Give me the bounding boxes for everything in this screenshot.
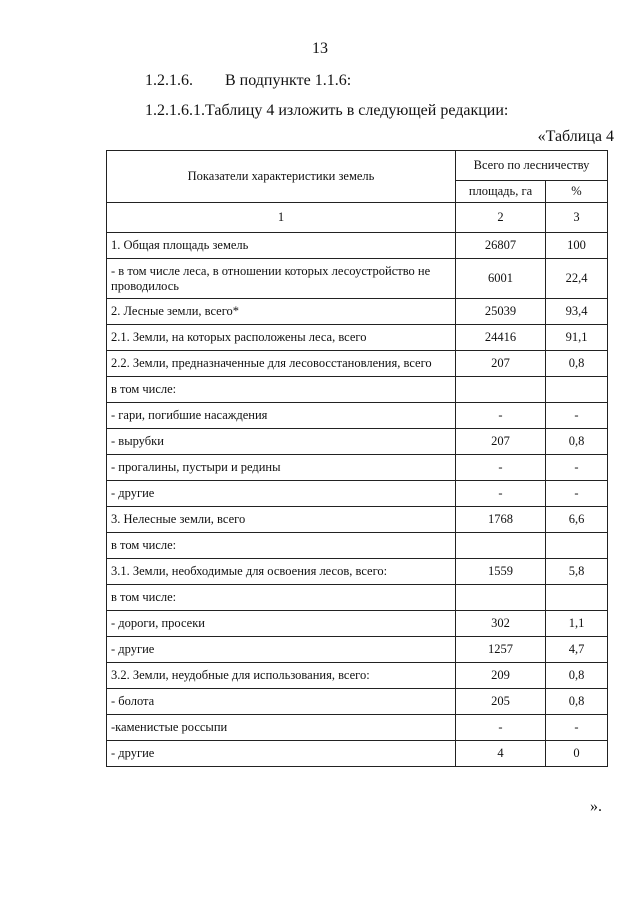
row-area: 24416 <box>456 325 546 351</box>
table-caption: «Таблица 4 <box>537 128 614 145</box>
row-label: 2.2. Земли, предназначенные для лесовосстановления, всего <box>107 351 456 377</box>
table-row <box>107 585 608 611</box>
row-area <box>456 585 546 611</box>
table-row <box>107 233 608 259</box>
column-number: 1 <box>107 203 456 233</box>
row-area: 302 <box>456 611 546 637</box>
row-area <box>456 533 546 559</box>
row-pct <box>546 533 608 559</box>
table-row <box>107 533 608 559</box>
table-row <box>107 377 608 403</box>
table-row <box>107 637 608 663</box>
row-area: 1257 <box>456 637 546 663</box>
row-label: - в том числе леса, в отношении которых лесоустройство не проводилось <box>107 259 456 299</box>
header-area: площадь, га <box>456 181 546 203</box>
row-area: 25039 <box>456 299 546 325</box>
row-pct: - <box>546 481 608 507</box>
column-number: 2 <box>456 203 546 233</box>
table-row <box>107 455 608 481</box>
row-area: 1559 <box>456 559 546 585</box>
paragraph-text: В подпункте 1.1.6: <box>225 72 352 89</box>
row-pct: 0,8 <box>546 663 608 689</box>
paragraph-1-2-1-6-1: 1.2.1.6.1.Таблицу 4 изложить в следующей редакции: <box>145 102 509 119</box>
row-label: 1. Общая площадь земель <box>107 233 456 259</box>
row-pct: 0 <box>546 741 608 767</box>
table-header-row <box>107 151 608 181</box>
row-area: 1768 <box>456 507 546 533</box>
row-area: 207 <box>456 351 546 377</box>
table-row <box>107 429 608 455</box>
row-area: 26807 <box>456 233 546 259</box>
row-label: -каменистые россыпи <box>107 715 456 741</box>
row-pct: - <box>546 403 608 429</box>
header-pct: % <box>546 181 608 203</box>
row-area: 6001 <box>456 259 546 299</box>
row-label: - прогалины, пустыри и редины <box>107 455 456 481</box>
table-row <box>107 559 608 585</box>
row-label: - дороги, просеки <box>107 611 456 637</box>
page-number: 13 <box>312 40 328 57</box>
row-label: 2. Лесные земли, всего* <box>107 299 456 325</box>
row-label: - гари, погибшие насаждения <box>107 403 456 429</box>
row-area: 4 <box>456 741 546 767</box>
table-row <box>107 507 608 533</box>
row-pct: 5,8 <box>546 559 608 585</box>
row-pct <box>546 585 608 611</box>
row-pct: 0,8 <box>546 429 608 455</box>
row-pct: - <box>546 455 608 481</box>
table-row <box>107 403 608 429</box>
column-number: 3 <box>546 203 608 233</box>
table-row <box>107 259 608 299</box>
row-pct: 0,8 <box>546 689 608 715</box>
paragraph-number: 1.2.1.6. <box>145 72 193 89</box>
table-row <box>107 351 608 377</box>
row-area <box>456 377 546 403</box>
column-numbers-row <box>107 203 608 233</box>
row-label: 3. Нелесные земли, всего <box>107 507 456 533</box>
table-row <box>107 715 608 741</box>
table-row <box>107 663 608 689</box>
row-pct: - <box>546 715 608 741</box>
row-label: в том числе: <box>107 377 456 403</box>
table-row <box>107 325 608 351</box>
row-label: - другие <box>107 637 456 663</box>
row-label: 3.1. Земли, необходимые для освоения лесов, всего: <box>107 559 456 585</box>
row-area: 207 <box>456 429 546 455</box>
row-area: - <box>456 455 546 481</box>
row-label: в том числе: <box>107 585 456 611</box>
row-area: 209 <box>456 663 546 689</box>
row-area: - <box>456 481 546 507</box>
row-pct: 93,4 <box>546 299 608 325</box>
row-pct: 1,1 <box>546 611 608 637</box>
row-pct: 91,1 <box>546 325 608 351</box>
row-label: - вырубки <box>107 429 456 455</box>
row-area: - <box>456 403 546 429</box>
row-area: - <box>456 715 546 741</box>
header-indicator: Показатели характеристики земель <box>107 151 456 203</box>
closing-quote: ». <box>590 798 602 815</box>
table-row <box>107 611 608 637</box>
row-label: 3.2. Земли, неудобные для использования, всего: <box>107 663 456 689</box>
row-pct: 6,6 <box>546 507 608 533</box>
row-pct <box>546 377 608 403</box>
row-label: в том числе: <box>107 533 456 559</box>
row-pct: 100 <box>546 233 608 259</box>
row-label: 2.1. Земли, на которых расположены леса, всего <box>107 325 456 351</box>
land-characteristics-table <box>106 150 608 767</box>
table-row <box>107 299 608 325</box>
row-area: 205 <box>456 689 546 715</box>
header-group: Всего по лесничеству <box>456 151 608 181</box>
row-label: - другие <box>107 741 456 767</box>
paragraph-1-2-1-6 <box>145 72 351 90</box>
table-row <box>107 689 608 715</box>
row-label: - болота <box>107 689 456 715</box>
row-label: - другие <box>107 481 456 507</box>
table-row <box>107 741 608 767</box>
row-pct: 4,7 <box>546 637 608 663</box>
row-pct: 0,8 <box>546 351 608 377</box>
row-pct: 22,4 <box>546 259 608 299</box>
table-row <box>107 481 608 507</box>
